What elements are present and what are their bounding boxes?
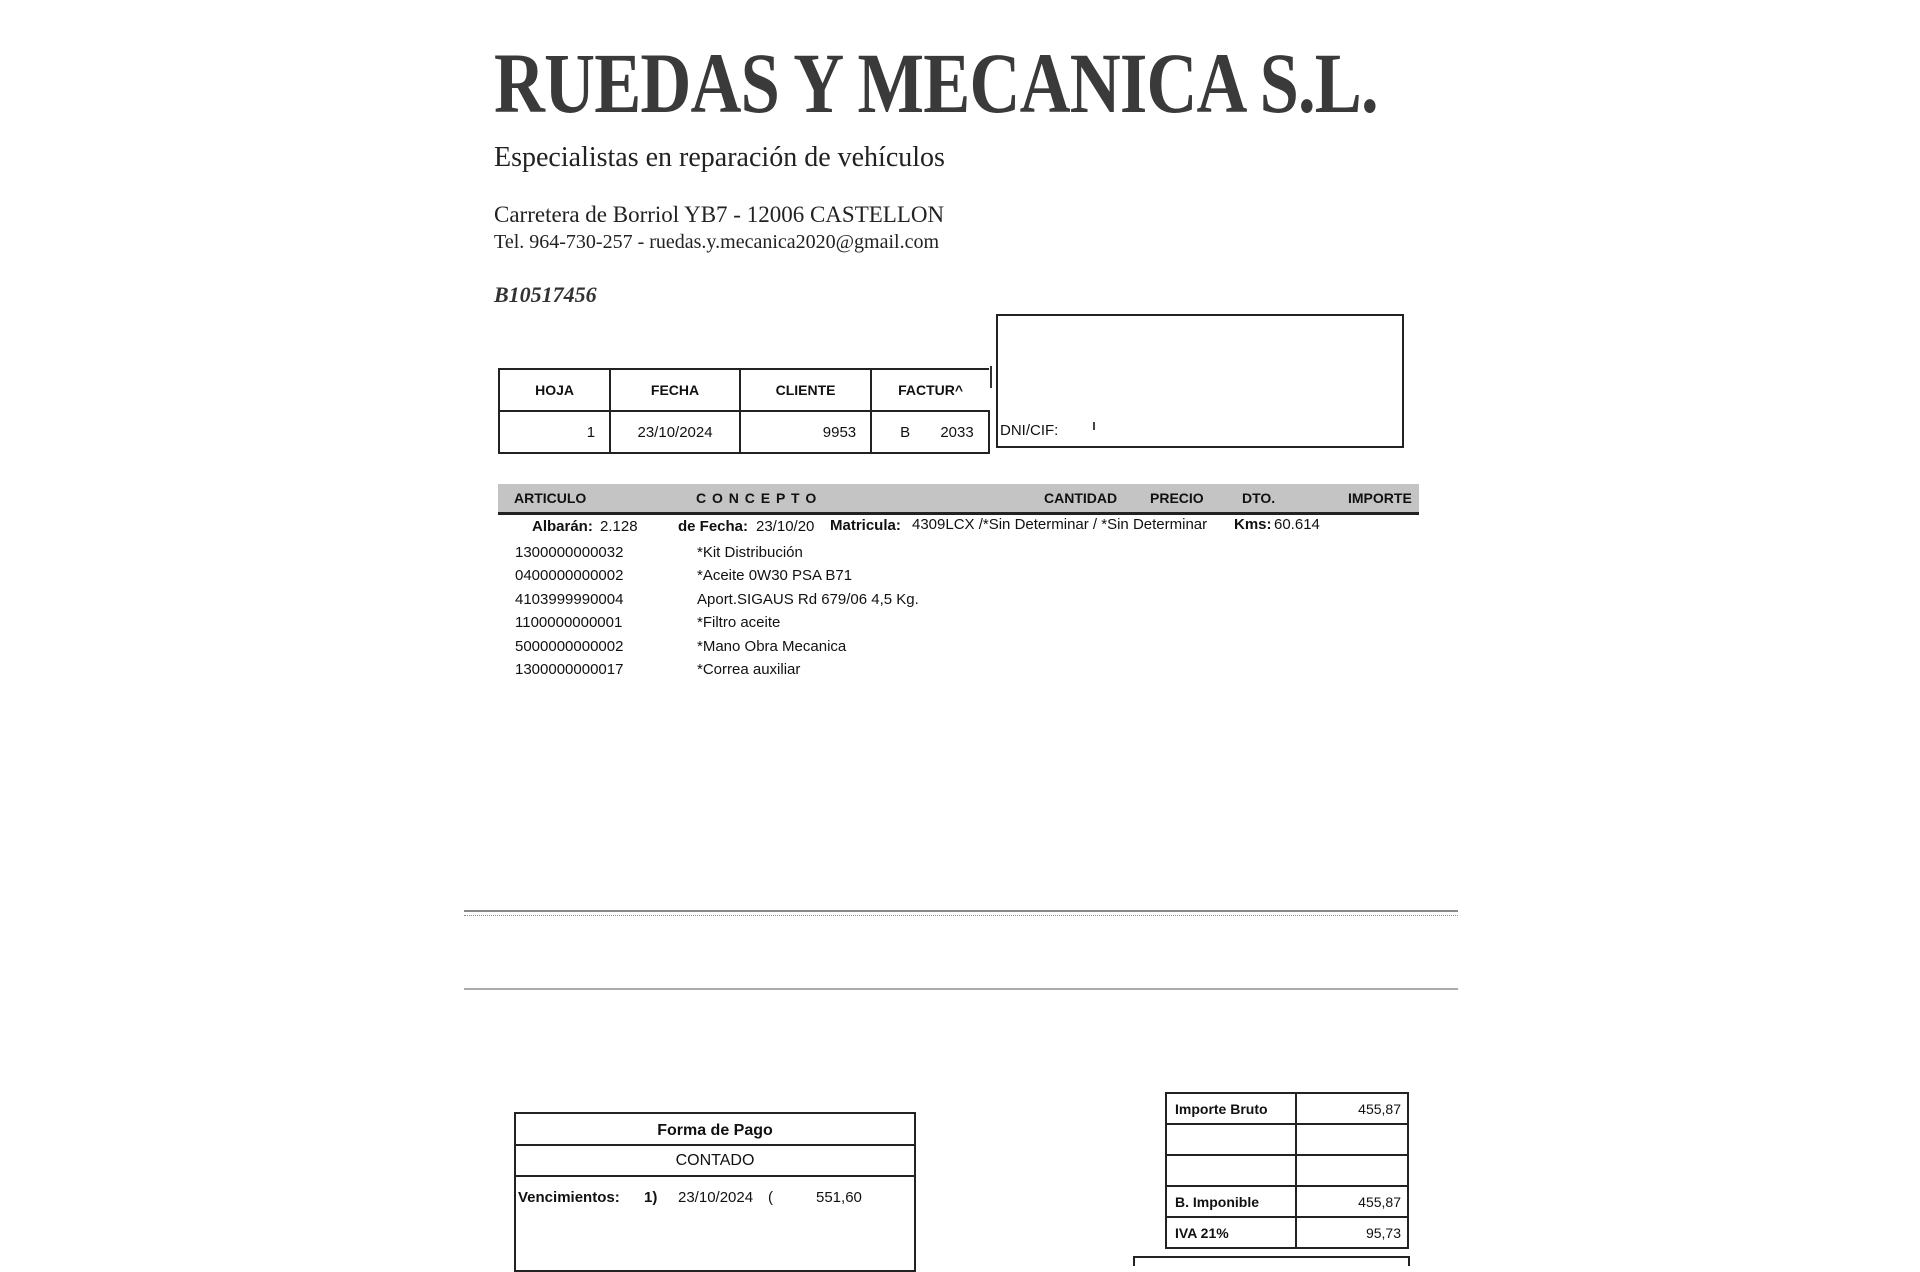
iva-label: IVA 21%	[1166, 1217, 1296, 1248]
item-concepto: Aport.SIGAUS Rd 679/06 4,5 Kg.	[697, 590, 919, 608]
total-box	[1133, 1256, 1410, 1266]
meta-header-cliente: CLIENTE	[740, 369, 871, 411]
meta-fecha: 23/10/2024	[610, 411, 740, 453]
kms-value: 60.614	[1274, 516, 1320, 533]
matricula-value: 4309LCX /*Sin Determinar / *Sin Determinar	[912, 516, 1208, 533]
empty-cell	[1166, 1155, 1296, 1186]
vencimiento-amount: 551,60	[816, 1189, 862, 1206]
item-articulo: 1300000000017	[515, 661, 624, 678]
divider	[464, 915, 1458, 916]
dni-label: DNI/CIF:	[1000, 422, 1059, 439]
item-articulo: 1100000000001	[515, 614, 623, 632]
vencimiento-number: 1)	[644, 1189, 658, 1206]
divider	[990, 366, 992, 388]
divider	[514, 1175, 916, 1177]
meta-hoja: 1	[499, 411, 610, 453]
meta-factura-num: 2033	[940, 423, 974, 441]
items-header-precio: PRECIO	[1150, 490, 1204, 506]
items-header-dto: DTO.	[1242, 490, 1276, 506]
items-header-concepto: C O N C E P T O	[696, 490, 818, 506]
vencimiento-mark: (	[768, 1189, 773, 1206]
items-header-articulo: ARTICULO	[514, 490, 587, 506]
meta-header-fecha: FECHA	[610, 369, 740, 411]
divider	[1093, 422, 1095, 430]
company-name: RUEDAS Y MECANICA S.L.	[494, 35, 1378, 131]
meta-header-hoja: HOJA	[499, 369, 610, 411]
payment-method: CONTADO	[675, 1152, 755, 1169]
item-concepto: *Filtro aceite	[697, 614, 781, 632]
meta-cliente: 9953	[740, 411, 871, 453]
company-tagline: Especialistas en reparación de vehículos	[494, 142, 945, 173]
importe-bruto-value: 455,87	[1296, 1093, 1408, 1124]
item-articulo: 4103999990004	[515, 590, 624, 608]
albaran-value: 2.128	[600, 518, 638, 535]
matricula-label: Matricula:	[830, 517, 901, 534]
delivery-date-value: 23/10/20	[756, 518, 815, 535]
invoice-meta-table	[498, 368, 990, 454]
company-address: Carretera de Borriol YB7 - 12006 CASTELLON	[494, 202, 945, 227]
items-header-importe: IMPORTE	[1348, 490, 1412, 506]
empty-cell	[1166, 1124, 1296, 1155]
kms-label: Kms:	[1234, 516, 1272, 533]
items-header	[498, 484, 1419, 515]
divider	[514, 1144, 916, 1146]
company-tax-id: B10517456	[494, 282, 597, 307]
importe-bruto-label: Importe Bruto	[1166, 1093, 1296, 1124]
item-articulo: 0400000000002	[515, 567, 624, 585]
meta-factura-serie: B	[900, 423, 911, 441]
item-concepto: *Mano Obra Mecanica	[697, 637, 847, 655]
item-concepto: *Aceite 0W30 PSA B71	[697, 567, 853, 585]
payment-title: Forma de Pago	[657, 1122, 773, 1139]
item-articulo: 1300000000032	[515, 544, 624, 561]
vencimiento-date: 23/10/2024	[678, 1189, 754, 1206]
item-concepto: *Kit Distribución	[697, 544, 803, 561]
empty-cell	[1296, 1155, 1408, 1186]
company-contact: Tel. 964-730-257 - ruedas.y.mecanica2020@gmail.com	[494, 231, 940, 253]
vencimientos-label: Vencimientos:	[518, 1189, 620, 1206]
item-articulo: 5000000000002	[515, 637, 624, 655]
empty-cell	[1296, 1124, 1408, 1155]
albaran-label: Albarán:	[532, 518, 593, 535]
meta-factura	[871, 411, 989, 453]
meta-header-factura: FACTUR^	[871, 369, 989, 411]
iva-value: 95,73	[1296, 1217, 1408, 1248]
items-header-cantidad: CANTIDAD	[1044, 490, 1118, 506]
delivery-date-label: de Fecha:	[678, 518, 749, 535]
divider	[464, 910, 1458, 912]
totals-table	[1165, 1092, 1409, 1249]
divider	[464, 988, 1458, 990]
item-concepto: *Correa auxiliar	[697, 661, 801, 678]
base-imponible-value: 455,87	[1296, 1186, 1408, 1217]
base-imponible-label: B. Imponible	[1166, 1186, 1296, 1217]
